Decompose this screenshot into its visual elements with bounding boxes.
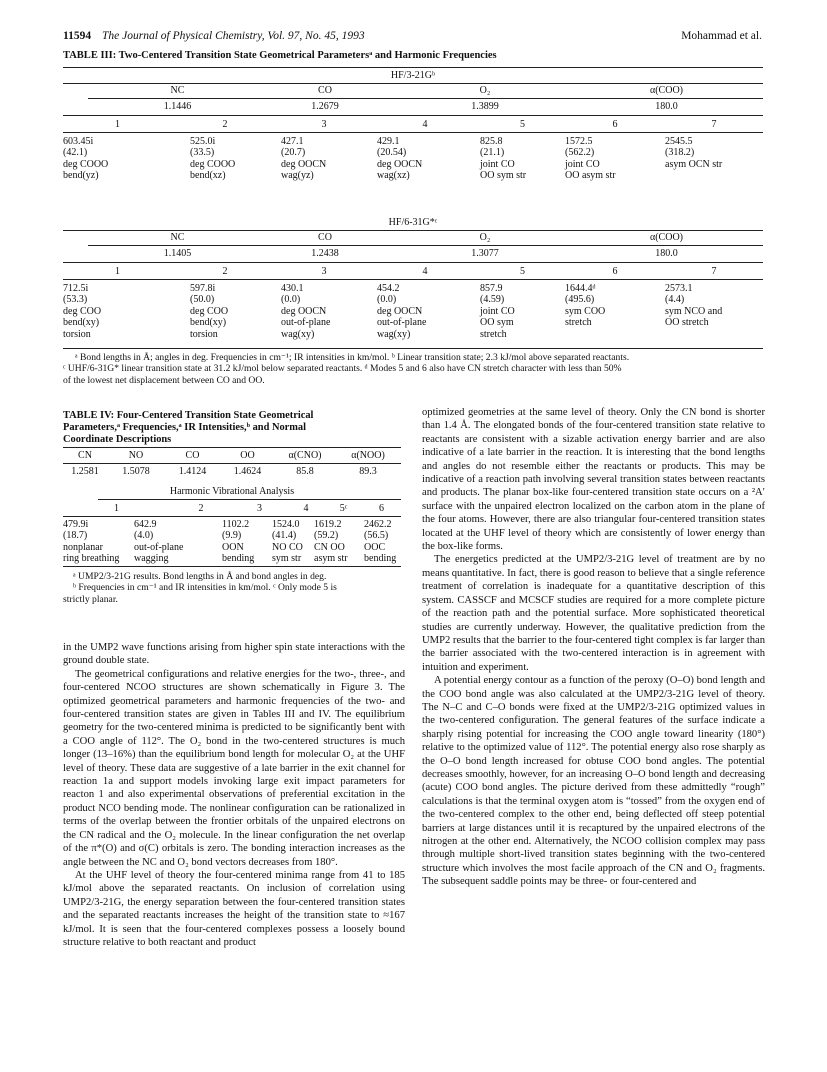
freq-cell: 642.9 bbox=[134, 519, 157, 530]
mode-number: 3 bbox=[257, 503, 262, 514]
param-header: NO bbox=[128, 450, 144, 461]
freq-cell: (50.0) bbox=[190, 294, 215, 306]
mode-number: 4 bbox=[422, 119, 428, 130]
freq-cell: sym NCO and bbox=[665, 305, 723, 317]
freq-cell: bending bbox=[364, 553, 397, 565]
mode-number: 6 bbox=[379, 503, 384, 514]
freq-cell: OOC bbox=[364, 541, 386, 553]
table4-footnote: ᵇ Frequencies in cm⁻¹ and IR intensities in km/mol. ᶜ Only mode 5 is bbox=[73, 582, 337, 594]
freq-cell: 1619.2 bbox=[314, 519, 342, 530]
table4-footnote: ᵃ UMP2/3-21G results. Bond lengths in Å and bond angles in deg. bbox=[73, 571, 327, 582]
freq-cell: bend(xz) bbox=[190, 170, 226, 182]
mode-number: 6 bbox=[612, 266, 618, 277]
left-column-text bbox=[63, 641, 405, 949]
param-value: 1.3077 bbox=[471, 248, 499, 259]
table-rule bbox=[63, 463, 401, 464]
table-rule bbox=[63, 516, 401, 517]
param-header: O₂ bbox=[479, 232, 491, 243]
table-rule bbox=[63, 115, 763, 116]
freq-cell: (53.3) bbox=[63, 294, 88, 306]
freq-cell: 429.1 bbox=[377, 136, 400, 147]
freq-cell: (56.5) bbox=[364, 530, 389, 542]
table-rule bbox=[63, 262, 763, 263]
param-value: 89.3 bbox=[359, 466, 377, 477]
param-value: 85.8 bbox=[296, 466, 314, 477]
param-header: CO bbox=[318, 85, 332, 96]
freq-cell: 857.9 bbox=[480, 283, 503, 294]
page-number: 11594 bbox=[63, 30, 92, 42]
param-header: α(NOO) bbox=[351, 450, 385, 461]
freq-cell: stretch bbox=[480, 328, 507, 340]
freq-cell: asym str bbox=[314, 553, 348, 565]
freq-cell: deg COO bbox=[63, 305, 102, 317]
freq-cell: joint CO bbox=[480, 158, 515, 170]
mode-number: 5ᶜ bbox=[339, 503, 348, 514]
freq-cell: OO asym str bbox=[565, 170, 616, 182]
freq-cell: (4.0) bbox=[134, 530, 154, 542]
freq-cell: 603.45i bbox=[63, 136, 94, 147]
table4-footnote: strictly planar. bbox=[63, 593, 118, 605]
freq-cell: deg OOCN bbox=[281, 158, 327, 170]
freq-cell: nonplanar bbox=[63, 541, 103, 553]
freq-cell: 479.9i bbox=[63, 519, 89, 530]
freq-cell: (21.1) bbox=[480, 147, 505, 159]
freq-cell: (9.9) bbox=[222, 530, 242, 542]
paragraph: At the UHF level of theory the four-centered minima range from 41 to 185 kJ/mol above the separated reactants. On inclusion of correlation using UMP2/3-21G, the energy separation between the four-centered transition states and the separated reactants increases the height of the transition state to ≈167 kJ/mol. It is seen that the four-centered complexes possess a loosely bound structure relative to both reactant and product bbox=[63, 869, 405, 948]
param-header: CN bbox=[78, 450, 92, 461]
mode-number: 6 bbox=[612, 119, 618, 130]
param-value: 1.2679 bbox=[311, 101, 339, 112]
table-rule bbox=[88, 245, 763, 246]
table3-footnote: ᵃ Bond lengths in Å; angles in deg. Frequencies in cm⁻¹; IR intensities in km/mol. ᵇ Linear transition state; 2.3 kJ/mol above separated reactants. bbox=[75, 352, 630, 363]
freq-cell: deg OOCN bbox=[377, 305, 423, 317]
paragraph: The geometrical configurations and relative energies for the two-, three-, and four-centered NCOO structures are shown schematically in Figure 3. The optimized geometrical parameters and harmonic frequencies of the two- and four-centered transition states are given in Tables III and IV. The equilibrium geometry for the two-centered minima is predicted to be significantly bent with a COO angle of 112°. The O₂ bond in the two-centered structures is much longer (13–16%) than the equilibrium bond length for molecular O₂ at the UHF level of theory. These data are suggestive of a late barrier in the exit channel for reaction 1a and support models invoking large exit impact parameters for reacton 1 and also experimental observations of preferential excitation in the product NCO bending mode. The nonlinear configuration can be rationalized in terms of the overlap between the frontier orbitals of the unpaired electrons on the CN radical and the O₂ molecule. In the linear configuration the net overlap of the π*(O) and σ(C) orbitals is zero. The bonding interaction increases as the angle between the NC and O₂ bond vectors decreases from 180°. bbox=[63, 668, 405, 868]
mode-number: 5 bbox=[520, 119, 525, 130]
table-rule bbox=[98, 499, 401, 500]
mode-number: 7 bbox=[711, 266, 717, 277]
mode-number: 3 bbox=[321, 266, 327, 277]
param-value: 180.0 bbox=[655, 101, 678, 112]
freq-cell: 1102.2 bbox=[222, 519, 250, 530]
page-header bbox=[63, 30, 365, 42]
freq-cell: wag(xz) bbox=[377, 170, 410, 182]
freq-cell: (318.2) bbox=[665, 147, 695, 159]
param-value: 180.0 bbox=[655, 248, 678, 259]
table4-subtitle: Harmonic Vibrational Analysis bbox=[169, 486, 295, 497]
freq-cell: deg COOO bbox=[190, 158, 236, 170]
table-rule bbox=[63, 67, 763, 68]
freq-cell: ring breathing bbox=[63, 553, 120, 565]
freq-cell: (18.7) bbox=[63, 530, 88, 542]
param-value: 1.1446 bbox=[163, 101, 192, 112]
freq-cell: out-of-plane bbox=[377, 317, 427, 329]
freq-cell: 597.8i bbox=[190, 283, 216, 294]
freq-cell: 2462.2 bbox=[364, 519, 392, 530]
freq-cell: 1572.5 bbox=[565, 136, 593, 147]
param-header: CO bbox=[318, 232, 332, 243]
method-label: HF/3-21Gᵇ bbox=[390, 70, 436, 81]
paragraph: The energetics predicted at the UMP2/3-21G level of treatment are by no means quantitative. In fact, there is good reason to believe that a single reference treatment of correlation is inadequate for a quantitative description of this system. CASSCF and MCSCF studies are required for a more complete picture of the reaction path and the potential surface. More sophisticated theoretical studies are currently underway. However, the qualitative prediction from the UMP2 results that the barrier to the four-centered tight complex is far larger than the barrier associated with the two-centered interaction is in agreement with intuition and experiment. bbox=[422, 554, 765, 673]
mode-number: 5 bbox=[520, 266, 525, 277]
table-rule bbox=[63, 279, 763, 280]
freq-cell: wag(xy) bbox=[377, 328, 411, 340]
freq-cell: (42.1) bbox=[63, 147, 88, 159]
freq-cell: CN OO bbox=[314, 541, 345, 553]
freq-cell: bending bbox=[222, 553, 255, 565]
freq-cell: 712.5i bbox=[63, 283, 89, 294]
freq-cell: (0.0) bbox=[281, 294, 301, 306]
mode-number: 2 bbox=[222, 266, 228, 277]
freq-cell: NO CO bbox=[272, 541, 303, 553]
freq-cell: 2545.5 bbox=[665, 136, 693, 147]
freq-cell: wag(xy) bbox=[281, 328, 315, 340]
freq-cell: stretch bbox=[565, 317, 592, 329]
table3-footnote: of the lowest net displacement between CO and OO. bbox=[63, 374, 265, 386]
freq-cell: joint CO bbox=[565, 158, 600, 170]
table-rule bbox=[63, 348, 763, 349]
freq-cell: wagging bbox=[134, 553, 169, 565]
table-rule bbox=[88, 98, 763, 99]
freq-cell: torsion bbox=[190, 328, 218, 340]
param-header: NC bbox=[170, 232, 185, 243]
freq-cell: (33.5) bbox=[190, 147, 215, 159]
table3-title: TABLE III: Two-Centered Transition State Geometrical Parametersᵃ and Harmonic Frequencies bbox=[63, 50, 497, 61]
table4-title: TABLE IV: Four-Centered Transition State Geometrical Parameters,ᵃ Frequencies,ᵃ IR Intensities,ᵇ and Normal Coordinate Descriptions bbox=[63, 410, 314, 445]
freq-cell: (4.59) bbox=[480, 294, 505, 306]
freq-cell: asym OCN str bbox=[665, 158, 723, 170]
table-rule bbox=[63, 566, 401, 567]
freq-cell: 427.1 bbox=[281, 136, 304, 147]
param-header: α(CNO) bbox=[288, 450, 322, 461]
right-column-text bbox=[422, 406, 765, 889]
param-header: O₂ bbox=[479, 85, 491, 96]
mode-number: 2 bbox=[222, 119, 228, 130]
freq-cell: (41.4) bbox=[272, 530, 297, 542]
freq-cell: 454.2 bbox=[377, 283, 400, 294]
freq-cell: 2573.1 bbox=[665, 283, 693, 294]
freq-cell: deg COOO bbox=[63, 158, 109, 170]
freq-cell: (59.2) bbox=[314, 530, 339, 542]
table3-footnote: ᶜ UHF/6-31G* linear transition state at 31.2 kJ/mol below separated reactants. ᵈ Modes 5 and 6 also have CN stretch character with less than 50% bbox=[63, 363, 622, 375]
freq-cell: (562.2) bbox=[565, 147, 595, 159]
mode-number: 7 bbox=[711, 119, 717, 130]
param-value: 1.4124 bbox=[178, 466, 207, 477]
mode-number: 1 bbox=[115, 266, 120, 277]
freq-cell: (495.6) bbox=[565, 294, 595, 306]
table-rule bbox=[63, 132, 763, 133]
param-value: 1.1405 bbox=[163, 248, 192, 259]
mode-number: 3 bbox=[321, 119, 327, 130]
freq-cell: bend(yz) bbox=[63, 170, 99, 182]
freq-cell: out-of-plane bbox=[281, 317, 331, 329]
param-header: NC bbox=[170, 85, 185, 96]
param-header: CO bbox=[185, 450, 200, 461]
mode-number: 4 bbox=[422, 266, 428, 277]
freq-cell: (20.7) bbox=[281, 147, 306, 159]
freq-cell: deg OOCN bbox=[377, 158, 423, 170]
freq-cell: OO stretch bbox=[665, 317, 709, 329]
mode-number: 1 bbox=[114, 503, 119, 514]
paragraph: optimized geometries at the same level of theory. Only the CN bond is shorter than 1.4 Å. The elongated bonds of the four-centered transition state relative to reactants are consistent with a sizable activation energy barrier and are also indicative of a late barrier in the reaction. It is interesting that the bond lengths and angles do not resemble either the reactants or products. This may be indicative of a reaction path involving several transition states between reactants and products. The planar box-like four-centered transition state occurs on a ²A′ surface with the unpaired electron localized on the carbon atom in the plane of the four atoms. However, there are also triangular four-centered transition states located at the UHF level of theory which are consistently of lower energy than the box-like forms. bbox=[422, 407, 765, 553]
freq-cell: deg COO bbox=[190, 305, 229, 317]
table-rule bbox=[63, 83, 763, 84]
mode-number: 2 bbox=[198, 503, 204, 514]
freq-cell: (20.54) bbox=[377, 147, 407, 159]
param-header: α(COO) bbox=[649, 85, 683, 96]
param-value: 1.2438 bbox=[311, 248, 339, 259]
journal-name: The Journal of Physical Chemistry, Vol. 97, No. 45, 1993 bbox=[102, 30, 365, 42]
freq-cell: 430.1 bbox=[281, 283, 304, 294]
freq-cell: (4.4) bbox=[665, 294, 685, 306]
freq-cell: out-of-plane bbox=[134, 541, 184, 553]
mode-number: 1 bbox=[115, 119, 120, 130]
freq-cell: (0.0) bbox=[377, 294, 397, 306]
freq-cell: 1644.4ᵈ bbox=[565, 283, 596, 294]
freq-cell: torsion bbox=[63, 328, 91, 340]
freq-cell: OO sym str bbox=[480, 170, 527, 182]
freq-cell: OO sym bbox=[480, 317, 514, 329]
freq-cell: 1524.0 bbox=[272, 519, 300, 530]
param-value: 1.2581 bbox=[71, 466, 99, 477]
param-header: α(COO) bbox=[649, 232, 683, 243]
freq-cell: wag(yz) bbox=[281, 170, 314, 182]
freq-cell: bend(xy) bbox=[63, 317, 100, 329]
table-rule bbox=[63, 447, 401, 448]
param-value: 1.5078 bbox=[122, 466, 150, 477]
freq-cell: sym COO bbox=[565, 305, 606, 317]
param-header: OO bbox=[240, 450, 255, 461]
freq-cell: OON bbox=[222, 541, 244, 553]
freq-cell: bend(xy) bbox=[190, 317, 227, 329]
method-label: HF/6-31G*ᶜ bbox=[388, 217, 438, 228]
paragraph: in the UMP2 wave functions arising from higher spin state interactions with the ground double state. bbox=[63, 642, 405, 667]
param-value: 1.4624 bbox=[233, 466, 262, 477]
freq-cell: joint CO bbox=[480, 305, 515, 317]
freq-cell: 525.0i bbox=[190, 136, 216, 147]
freq-cell: 825.8 bbox=[480, 136, 503, 147]
paragraph: A potential energy contour as a function of the peroxy (O–O) bond length and the COO bond angle was also calculated at the UMP2/3-21G level of theory. The N–C and C–O bonds were fixed at the UMP2/3-21G optimized values in the two-centered configuration. The general features of the surface indicate a sharply rising potential for increasing the COO angle toward linearity (180°) relative to the optimized value of 112°. The potential energy also rose sharply as the O–O bond length increased for obtuse COO bond angles. The potential decreases smoothly, however, for an increasing O–O bond length and decreasing (acute) COO bond angles. The picture derived from these admittedly “rough” calculations is that the terminal oxygen atom is “tossed” from the oxygen end of the two-centered complex to the other end, being deflected off steep potential barriers at large distances until it is recaptured by the unpaired electrons of the nitrogen at the other end. Alternatively, the NCOO collision complex may pass through multiple short-lived transition states beginning with the two-centered structure which involves the most facile approach of the CN and O₂ fragments. The subsequent saddle points may be three- or four-centered and bbox=[422, 675, 765, 888]
author-header: Mohammad et al. bbox=[681, 30, 762, 42]
table-rule bbox=[63, 230, 763, 231]
param-value: 1.3899 bbox=[471, 101, 499, 112]
mode-number: 4 bbox=[303, 503, 309, 514]
freq-cell: sym str bbox=[272, 553, 302, 565]
freq-cell: deg OOCN bbox=[281, 305, 327, 317]
